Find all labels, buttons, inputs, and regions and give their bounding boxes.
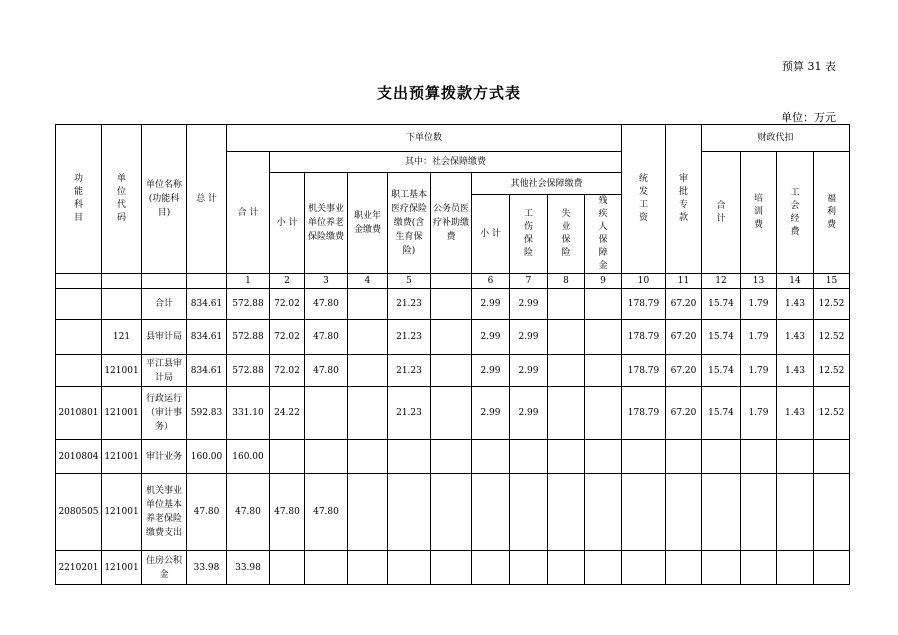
table-cell: 47.80: [305, 474, 348, 551]
table-cell: [548, 289, 585, 320]
table-cell: 121001: [102, 355, 142, 387]
header-finance: 财政代扣: [702, 125, 850, 152]
index-row-body: [56, 274, 850, 289]
index-cell: 3: [305, 274, 348, 289]
table-cell: 834.61: [187, 320, 227, 355]
header-unit-code: 单位代码: [102, 125, 142, 274]
header-total: 总 计: [187, 125, 227, 274]
table-cell: 住房公积金: [142, 551, 187, 585]
table-cell: 24.22: [270, 387, 305, 440]
table-cell: 1.79: [741, 289, 777, 320]
index-row: [56, 274, 850, 289]
table-cell: [548, 355, 585, 387]
table-row: [56, 289, 850, 320]
table-cell: [510, 551, 548, 585]
header-civil: 公务员医疗补助缴费: [431, 173, 472, 274]
index-cell: [431, 274, 472, 289]
index-cell: 13: [741, 274, 777, 289]
table-cell: [472, 551, 510, 585]
header-approve: 审批专款: [666, 125, 702, 274]
index-cell: 4: [348, 274, 388, 289]
table-cell: [585, 289, 622, 320]
table-cell: [305, 440, 348, 474]
table-cell: 72.02: [270, 320, 305, 355]
table-cell: [814, 474, 850, 551]
table-cell: 178.79: [622, 355, 666, 387]
table-cell: 1.79: [741, 355, 777, 387]
table-cell: [56, 289, 102, 320]
index-cell: 10: [622, 274, 666, 289]
budget-table: [55, 124, 850, 585]
table-cell: [388, 474, 431, 551]
index-cell: [56, 274, 102, 289]
header-pension: 机关事业单位养老保险缴费: [305, 173, 348, 274]
table-cell: [585, 355, 622, 387]
page-title: 支出预算拨款方式表: [376, 84, 521, 102]
header-training: 培训费: [741, 152, 777, 274]
table-cell: 1.79: [741, 387, 777, 440]
table-cell: [548, 387, 585, 440]
table-cell: [666, 440, 702, 474]
table-cell: 2010804: [56, 440, 102, 474]
header-social-group: 其中：社会保障缴费: [270, 152, 622, 173]
table-cell: [548, 320, 585, 355]
header-unit-name: 单位名称(功能科目): [142, 125, 187, 274]
table-cell: [622, 474, 666, 551]
table-cell: 121001: [102, 387, 142, 440]
table-cell: [348, 320, 388, 355]
table-cell: [305, 551, 348, 585]
table-cell: 67.20: [666, 355, 702, 387]
header-injury: 工伤保险: [510, 195, 548, 274]
table-cell: [270, 551, 305, 585]
table-cell: [348, 355, 388, 387]
table-row: [56, 474, 850, 551]
table-cell: 2.99: [472, 355, 510, 387]
table-header: [56, 125, 850, 274]
table-body: [56, 289, 850, 585]
index-cell: 6: [472, 274, 510, 289]
table-row: [56, 320, 850, 355]
table-cell: 1.79: [741, 320, 777, 355]
table-cell: 2080505: [56, 474, 102, 551]
table-cell: [585, 474, 622, 551]
table-cell: [431, 320, 472, 355]
table-cell: 15.74: [702, 355, 741, 387]
table-cell: 县审计局: [142, 320, 187, 355]
table-cell: [666, 474, 702, 551]
table-cell: [666, 551, 702, 585]
form-number: 预算 31 表: [782, 60, 836, 73]
table-cell: 121001: [102, 551, 142, 585]
index-cell: 8: [548, 274, 585, 289]
table-cell: [777, 440, 814, 474]
table-cell: 12.52: [814, 355, 850, 387]
table-cell: 2210201: [56, 551, 102, 585]
table-cell: [622, 440, 666, 474]
table-cell: [102, 289, 142, 320]
table-cell: [585, 551, 622, 585]
table-cell: [741, 440, 777, 474]
table-cell: [348, 474, 388, 551]
header-annuity: 职业年金缴费: [348, 173, 388, 274]
table-cell: 平江县审计局: [142, 355, 187, 387]
table-cell: 2.99: [510, 289, 548, 320]
header-fin-total: 合计: [702, 152, 741, 274]
table-cell: 160.00: [227, 440, 270, 474]
table-cell: 121001: [102, 474, 142, 551]
table-cell: 2010801: [56, 387, 102, 440]
table-cell: 21.23: [388, 289, 431, 320]
table-cell: [348, 440, 388, 474]
table-cell: 1.43: [777, 387, 814, 440]
table-cell: 160.00: [187, 440, 227, 474]
table-cell: 1.43: [777, 355, 814, 387]
table-cell: 178.79: [622, 289, 666, 320]
table-cell: 67.20: [666, 320, 702, 355]
table-cell: [431, 355, 472, 387]
table-cell: [348, 387, 388, 440]
table-cell: 47.80: [305, 320, 348, 355]
table-cell: 2.99: [510, 355, 548, 387]
index-cell: 11: [666, 274, 702, 289]
table-cell: 12.52: [814, 320, 850, 355]
table-cell: [431, 551, 472, 585]
table-cell: [702, 440, 741, 474]
index-cell: [142, 274, 187, 289]
index-cell: 15: [814, 274, 850, 289]
table-cell: [305, 387, 348, 440]
table-cell: [510, 440, 548, 474]
table-cell: [814, 440, 850, 474]
table-cell: [548, 474, 585, 551]
unit-label: 单位：万元: [781, 111, 836, 124]
table-cell: 1.43: [777, 289, 814, 320]
header-lower-units: 下单位数: [227, 125, 622, 152]
index-cell: 14: [777, 274, 814, 289]
index-cell: 9: [585, 274, 622, 289]
table-cell: 机关事业单位基本养老保险缴费支出: [142, 474, 187, 551]
header-salary: 统发工资: [622, 125, 666, 274]
table-cell: [431, 474, 472, 551]
index-cell: [102, 274, 142, 289]
header-medical: 职工基本医疗保险缴费(含生育保险): [388, 173, 431, 274]
table-cell: 12.52: [814, 289, 850, 320]
table-cell: [431, 387, 472, 440]
table-cell: 21.23: [388, 355, 431, 387]
header-other-small: 小 计: [472, 195, 510, 274]
table-cell: 21.23: [388, 387, 431, 440]
table-cell: 21.23: [388, 320, 431, 355]
table-cell: [348, 551, 388, 585]
table-cell: [741, 551, 777, 585]
table-cell: 178.79: [622, 387, 666, 440]
table-cell: 67.20: [666, 387, 702, 440]
table-cell: 572.88: [227, 289, 270, 320]
table-cell: 67.20: [666, 289, 702, 320]
index-cell: 5: [388, 274, 431, 289]
table-cell: [741, 474, 777, 551]
table-cell: 15.74: [702, 289, 741, 320]
table-cell: 2.99: [472, 387, 510, 440]
table-cell: [472, 474, 510, 551]
table-cell: 331.10: [227, 387, 270, 440]
table-cell: [702, 551, 741, 585]
table-row: [56, 387, 850, 440]
table-cell: [388, 440, 431, 474]
header-welfare: 福利费: [814, 152, 850, 274]
table-cell: 47.80: [270, 474, 305, 551]
table-row: [56, 355, 850, 387]
table-cell: [510, 474, 548, 551]
header-unemp: 失业保险: [548, 195, 585, 274]
table-cell: [585, 387, 622, 440]
index-cell: 1: [227, 274, 270, 289]
header-small: 小 计: [270, 173, 305, 274]
table-cell: 合计: [142, 289, 187, 320]
table-cell: [548, 551, 585, 585]
table-cell: 834.61: [187, 289, 227, 320]
header-subtotal: 合 计: [227, 152, 270, 274]
index-cell: [187, 274, 227, 289]
header-other-group: 其他社会保障缴费: [472, 173, 622, 195]
table-cell: 33.98: [187, 551, 227, 585]
table-cell: 121001: [102, 440, 142, 474]
table-cell: [585, 440, 622, 474]
table-cell: [56, 355, 102, 387]
table-cell: [270, 440, 305, 474]
table-cell: 审计业务: [142, 440, 187, 474]
table-cell: [388, 551, 431, 585]
table-cell: [548, 440, 585, 474]
table-cell: 47.80: [305, 355, 348, 387]
table-cell: 47.80: [187, 474, 227, 551]
index-cell: 2: [270, 274, 305, 289]
table-cell: 834.61: [187, 355, 227, 387]
table-cell: [814, 551, 850, 585]
table-cell: [702, 474, 741, 551]
header-func: 功能科目: [56, 125, 102, 274]
header-disabled: 残疾人保障金: [585, 195, 622, 274]
table-cell: 121: [102, 320, 142, 355]
table-cell: 2.99: [472, 289, 510, 320]
table-cell: 2.99: [472, 320, 510, 355]
table-cell: 2.99: [510, 320, 548, 355]
table-cell: [431, 289, 472, 320]
table-cell: [431, 440, 472, 474]
table-cell: 47.80: [227, 474, 270, 551]
table-cell: [777, 551, 814, 585]
table-cell: 33.98: [227, 551, 270, 585]
table-cell: [348, 289, 388, 320]
table-cell: 15.74: [702, 320, 741, 355]
table-cell: 592.83: [187, 387, 227, 440]
table-cell: 2.99: [510, 387, 548, 440]
table-cell: [777, 474, 814, 551]
table-cell: [472, 440, 510, 474]
table-cell: 572.88: [227, 320, 270, 355]
table-cell: [585, 320, 622, 355]
table-cell: 行政运行（审计事务）: [142, 387, 187, 440]
table-cell: 72.02: [270, 355, 305, 387]
table-cell: 1.43: [777, 320, 814, 355]
table-row: [56, 440, 850, 474]
table-cell: 72.02: [270, 289, 305, 320]
index-cell: 7: [510, 274, 548, 289]
table-cell: 178.79: [622, 320, 666, 355]
index-cell: 12: [702, 274, 741, 289]
table-row: [56, 551, 850, 585]
table-cell: [622, 551, 666, 585]
table-cell: 47.80: [305, 289, 348, 320]
table-cell: 15.74: [702, 387, 741, 440]
table-cell: [56, 320, 102, 355]
table-cell: 572.88: [227, 355, 270, 387]
header-union: 工会经费: [777, 152, 814, 274]
table-cell: 12.52: [814, 387, 850, 440]
